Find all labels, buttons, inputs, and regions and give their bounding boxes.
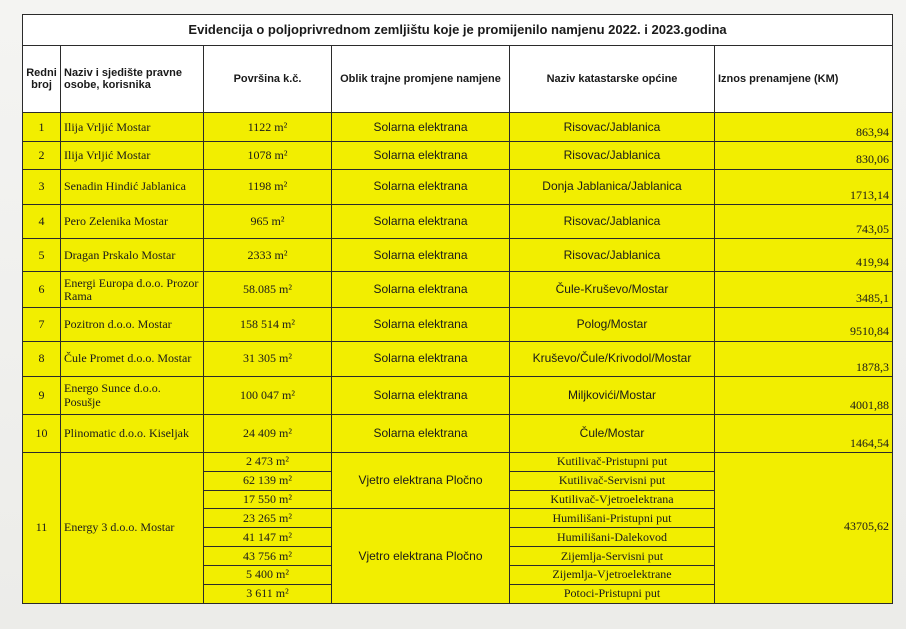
row-number: 11 [23, 452, 61, 603]
parcel-area: 3 611 m² [204, 584, 332, 603]
parcel-area: 1078 m² [204, 142, 332, 169]
cadastre-name: Čule/Mostar [510, 415, 715, 453]
change-form: Solarna elektrana [332, 415, 510, 453]
conversion-amount: 743,05 [715, 205, 893, 239]
header-amount: Iznos prenamjene (KM) [715, 46, 893, 113]
change-form: Solarna elektrana [332, 272, 510, 308]
cadastre-name: Polog/Mostar [510, 308, 715, 342]
header-cadastre: Naziv katastarske općine [510, 46, 715, 113]
parcel-area: 41 147 m² [204, 528, 332, 547]
table-row [23, 113, 893, 142]
row-number: 2 [23, 142, 61, 169]
land-registry-table [22, 14, 893, 604]
owner-name: Dragan Prskalo Mostar [61, 238, 204, 272]
parcel-area: 24 409 m² [204, 415, 332, 453]
conversion-amount: 43705,62 [715, 452, 893, 603]
cadastre-name: Donja Jablanica/Jablanica [510, 169, 715, 205]
table-row [23, 205, 893, 239]
parcel-area: 2 473 m² [204, 452, 332, 471]
conversion-amount: 830,06 [715, 142, 893, 169]
conversion-amount: 3485,1 [715, 272, 893, 308]
table-row [23, 452, 893, 471]
conversion-amount: 9510,84 [715, 308, 893, 342]
table-row [23, 238, 893, 272]
conversion-amount: 863,94 [715, 113, 893, 142]
row-number: 1 [23, 113, 61, 142]
row-number: 7 [23, 308, 61, 342]
change-form: Vjetro elektrana Pločno [332, 452, 510, 509]
owner-name: Ilija Vrljić Mostar [61, 113, 204, 142]
row-number: 5 [23, 238, 61, 272]
change-form: Solarna elektrana [332, 205, 510, 239]
change-form: Solarna elektrana [332, 113, 510, 142]
change-form: Solarna elektrana [332, 238, 510, 272]
table-row [23, 308, 893, 342]
conversion-amount: 1464,54 [715, 415, 893, 453]
owner-name: Senadin Hindić Jablanica [61, 169, 204, 205]
cadastre-name: Zijemlja-Vjetroelektrane [510, 566, 715, 585]
cadastre-name: Kutilivač-Pristupni put [510, 452, 715, 471]
row-number: 3 [23, 169, 61, 205]
cadastre-name: Čule-Kruševo/Mostar [510, 272, 715, 308]
row-number: 9 [23, 377, 61, 415]
header-area: Površina k.č. [204, 46, 332, 113]
conversion-amount: 419,94 [715, 238, 893, 272]
parcel-area: 2333 m² [204, 238, 332, 272]
table-row [23, 142, 893, 169]
parcel-area: 1122 m² [204, 113, 332, 142]
change-form: Solarna elektrana [332, 169, 510, 205]
parcel-area: 23 265 m² [204, 509, 332, 528]
table-row [23, 169, 893, 205]
parcel-area: 158 514 m² [204, 308, 332, 342]
conversion-amount: 1713,14 [715, 169, 893, 205]
cadastre-name: Humilišani-Pristupni put [510, 509, 715, 528]
cadastre-name: Risovac/Jablanica [510, 205, 715, 239]
header-name: Naziv i sjedište pravne osobe, korisnika [61, 46, 204, 113]
document-title: Evidencija o poljoprivrednom zemljištu koje je promijenilo namjenu 2022. i 2023.godina [23, 15, 893, 46]
table-row [23, 377, 893, 415]
row-number: 10 [23, 415, 61, 453]
owner-name: Energy 3 d.o.o. Mostar [61, 452, 204, 603]
cadastre-name: Kruševo/Čule/Krivodol/Mostar [510, 341, 715, 377]
conversion-amount: 1878,3 [715, 341, 893, 377]
cadastre-name: Kutilivač-Vjetroelektrana [510, 490, 715, 509]
owner-name: Pero Zelenika Mostar [61, 205, 204, 239]
change-form: Solarna elektrana [332, 308, 510, 342]
change-form: Solarna elektrana [332, 341, 510, 377]
cadastre-name: Miljkovići/Mostar [510, 377, 715, 415]
change-form: Vjetro elektrana Pločno [332, 509, 510, 604]
cadastre-name: Kutilivač-Servisni put [510, 471, 715, 490]
change-form: Solarna elektrana [332, 377, 510, 415]
change-form: Solarna elektrana [332, 142, 510, 169]
parcel-area: 58.085 m² [204, 272, 332, 308]
row-number: 8 [23, 341, 61, 377]
row-number: 6 [23, 272, 61, 308]
table-row [23, 415, 893, 453]
parcel-area: 62 139 m² [204, 471, 332, 490]
cadastre-name: Risovac/Jablanica [510, 113, 715, 142]
owner-name: Čule Promet d.o.o. Mostar [61, 341, 204, 377]
owner-name: Plinomatic d.o.o. Kiseljak [61, 415, 204, 453]
table-row [23, 272, 893, 308]
owner-name: Ilija Vrljić Mostar [61, 142, 204, 169]
header-form: Oblik trajne promjene namjene [332, 46, 510, 113]
parcel-area: 965 m² [204, 205, 332, 239]
parcel-area: 43 756 m² [204, 547, 332, 566]
row-number: 4 [23, 205, 61, 239]
cadastre-name: Risovac/Jablanica [510, 238, 715, 272]
cadastre-name: Humilišani-Dalekovod [510, 528, 715, 547]
owner-name: Energo Sunce d.o.o. Posušje [61, 377, 204, 415]
conversion-amount: 4001,88 [715, 377, 893, 415]
parcel-area: 17 550 m² [204, 490, 332, 509]
parcel-area: 1198 m² [204, 169, 332, 205]
parcel-area: 100 047 m² [204, 377, 332, 415]
owner-name: Energi Europa d.o.o. Prozor Rama [61, 272, 204, 308]
parcel-area: 31 305 m² [204, 341, 332, 377]
table-row [23, 341, 893, 377]
cadastre-name: Zijemlja-Servisni put [510, 547, 715, 566]
cadastre-name: Risovac/Jablanica [510, 142, 715, 169]
owner-name: Pozitron d.o.o. Mostar [61, 308, 204, 342]
header-no: Redni broj [23, 46, 61, 113]
cadastre-name: Potoci-Pristupni put [510, 584, 715, 603]
parcel-area: 5 400 m² [204, 566, 332, 585]
